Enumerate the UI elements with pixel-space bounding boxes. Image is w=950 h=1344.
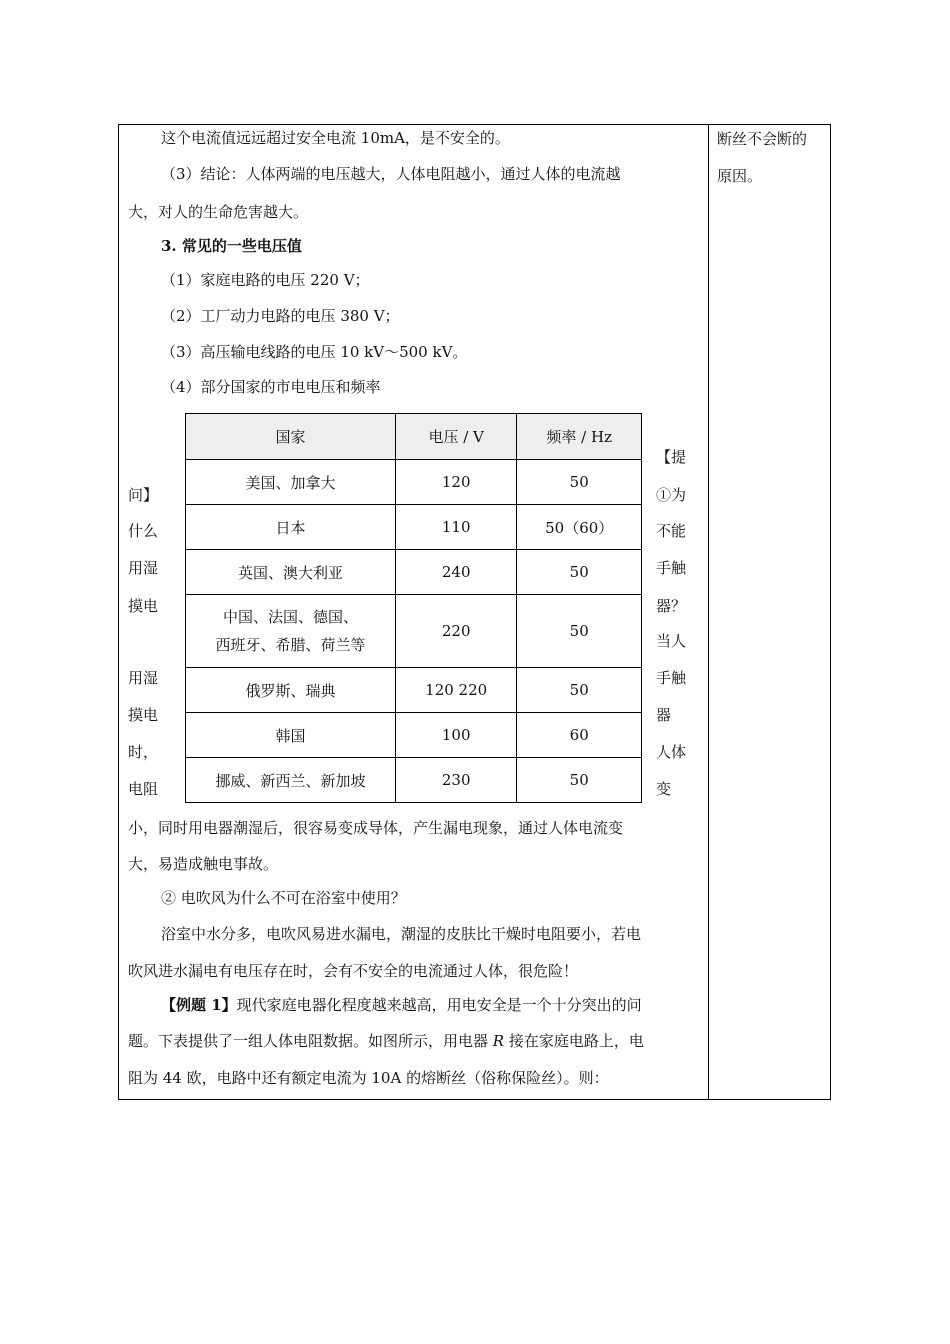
voltage-item-3: （3）高压输电线路的电压 10 kV～500 kV。	[161, 343, 468, 361]
side-note-line-1: 断丝不会断的	[717, 130, 808, 148]
table-cell: 120	[395, 460, 516, 505]
voltage-item-2: （2）工厂动力电路的电压 380 V；	[161, 307, 400, 325]
answer-hairdryer-1: 浴室中水分多，电吹风易进水漏电，潮湿的皮肤比干燥时电阻要小，若电	[161, 925, 642, 943]
table-cell: 50	[517, 550, 642, 595]
table-cell: 美国、加拿大	[186, 460, 396, 505]
wrap-fragment-right: 人体	[656, 743, 687, 761]
table-row	[186, 595, 642, 668]
table-cell: 100	[395, 713, 516, 758]
table-cell: 220	[395, 595, 516, 668]
table-row	[186, 713, 642, 758]
wrap-fragment-left: 用湿	[128, 559, 159, 577]
example-text: 现代家庭电器化程度越来越高，用电安全是一个十分突出的问	[236, 996, 642, 1014]
wrap-fragment-right: 手触	[656, 669, 687, 687]
example-text: 接在家庭电路上，电	[504, 1032, 644, 1050]
table-header-row	[186, 414, 642, 460]
wrap-fragment-right: 手触	[656, 559, 687, 577]
wrap-fragment-right: 器	[656, 706, 672, 724]
wrap-fragment-left: 什么	[128, 522, 159, 540]
example-line-1	[161, 995, 642, 1015]
table-cell: 110	[395, 505, 516, 550]
wrap-fragment-right: 【提	[656, 448, 687, 466]
table-cell: 50	[517, 758, 642, 803]
table-row	[186, 550, 642, 595]
question-hairdryer: ② 电吹风为什么不可在浴室中使用？	[161, 889, 406, 907]
para-safe-current: 这个电流值远远超过安全电流 10mA，是不安全的。	[161, 129, 510, 147]
table-cell: 60	[517, 713, 642, 758]
para-conclusion-2: 大，对人的生命危害越大。	[128, 203, 309, 221]
voltage-frequency-table	[185, 413, 642, 803]
table-cell	[186, 595, 396, 668]
wrap-fragment-left: 用湿	[128, 669, 159, 687]
voltage-item-4: （4）部分国家的市电电压和频率	[161, 378, 381, 396]
example-line-3: 阻为 44 欧，电路中还有额定电流为 10A 的熔断丝（俗称保险丝）。则：	[128, 1069, 609, 1087]
table-row	[186, 460, 642, 505]
voltage-item-1: （1）家庭电路的电压 220 V；	[161, 271, 370, 289]
table-header: 国家	[186, 414, 396, 460]
wrap-fragment-left: 摸电	[128, 597, 159, 615]
section-heading-voltages: 3. 常见的一些电压值	[161, 237, 302, 255]
side-note-line-2: 原因。	[717, 167, 763, 185]
table-cell: 韩国	[186, 713, 396, 758]
table-cell: 50	[517, 595, 642, 668]
wrap-fragment-right: 当人	[656, 632, 687, 650]
table-cell: 50（60）	[517, 505, 642, 550]
example-line-2	[128, 1031, 644, 1051]
table-cell: 俄罗斯、瑞典	[186, 668, 396, 713]
para-leakage-1: 小，同时用电器潮湿后，很容易变成导体，产生漏电现象，通过人体电流变	[128, 819, 624, 837]
wrap-fragment-left: 摸电	[128, 706, 159, 724]
cell-line: 中国、法国、德国、	[222, 608, 358, 626]
column-divider	[708, 124, 709, 1100]
table-row	[186, 505, 642, 550]
answer-hairdryer-2: 吹风进水漏电有电压存在时，会有不安全的电流通过人体，很危险！	[128, 962, 579, 980]
cell-line: 西班牙、希腊、荷兰等	[215, 636, 366, 654]
table-cell: 日本	[186, 505, 396, 550]
table-row	[186, 758, 642, 803]
wrap-fragment-left: 问】	[128, 486, 159, 504]
table-cell: 240	[395, 550, 516, 595]
wrap-fragment-right: 器？	[656, 597, 687, 615]
table-header: 频率 / Hz	[517, 414, 642, 460]
para-leakage-2: 大，易造成触电事故。	[128, 855, 279, 873]
table-cell: 230	[395, 758, 516, 803]
wrap-fragment-left: 时，	[128, 743, 159, 761]
table-header: 电压 / V	[395, 414, 516, 460]
table-cell: 50	[517, 460, 642, 505]
table-cell: 英国、澳大利亚	[186, 550, 396, 595]
wrap-fragment-right: 不能	[656, 522, 687, 540]
wrap-fragment-left: 电阻	[128, 780, 159, 798]
wrap-fragment-right: ①为	[656, 486, 687, 504]
example-text: 题。下表提供了一组人体电阻数据。如图所示，用电器	[128, 1032, 493, 1050]
wrap-fragment-right: 变	[656, 780, 672, 798]
resistor-variable: R	[492, 1032, 505, 1050]
table-cell: 50	[517, 668, 642, 713]
table-cell: 120 220	[395, 668, 516, 713]
table-cell: 挪威、新西兰、新加坡	[186, 758, 396, 803]
table-row	[186, 668, 642, 713]
para-conclusion-1: （3）结论：人体两端的电压越大，人体电阻越小，通过人体的电流越	[161, 165, 621, 183]
example-label: 【例题 1】	[161, 996, 237, 1014]
